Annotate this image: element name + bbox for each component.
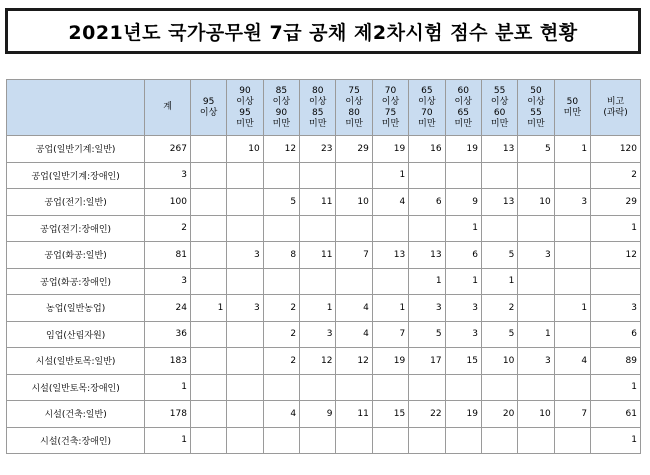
table-row	[7, 321, 641, 348]
header-blank	[7, 80, 145, 136]
row-label: 임업(산림자원)	[7, 321, 145, 348]
table-cell	[554, 242, 590, 269]
total-cell: 1	[145, 427, 191, 454]
row-label: 공업(일반기계:일반)	[7, 136, 145, 163]
table-cell	[554, 268, 590, 295]
column-header-line: 미만	[309, 118, 327, 129]
row-label: 공업(전기:일반)	[7, 189, 145, 216]
table-cell	[481, 374, 517, 401]
table-cell	[300, 215, 336, 242]
table-cell: 17	[409, 348, 445, 375]
table-cell: 3	[445, 295, 481, 322]
table-cell: 13	[372, 242, 408, 269]
table-cell: 10	[518, 401, 554, 428]
column-header-line: 미만	[345, 118, 363, 129]
column-header	[300, 80, 336, 136]
table-cell: 4	[263, 401, 299, 428]
column-header-line: 이상	[454, 96, 472, 107]
table-cell	[190, 215, 226, 242]
column-header-line: 75	[348, 85, 360, 96]
table-cell: 1	[445, 268, 481, 295]
table-cell	[372, 215, 408, 242]
row-label: 공업(일반기계:장애인)	[7, 162, 145, 189]
table-cell	[518, 268, 554, 295]
column-header-line: 60	[493, 107, 506, 118]
table-cell	[481, 162, 517, 189]
table-cell	[300, 162, 336, 189]
table-cell	[554, 162, 590, 189]
table-cell: 3	[227, 242, 263, 269]
column-header-line: 비고	[606, 96, 625, 107]
table-cell: 23	[300, 136, 336, 163]
table-cell: 19	[372, 136, 408, 163]
table-cell	[300, 268, 336, 295]
total-cell: 3	[145, 268, 191, 295]
total-cell: 2	[145, 215, 191, 242]
table-cell: 6	[409, 189, 445, 216]
table-cell: 2	[263, 295, 299, 322]
table-cell	[336, 427, 372, 454]
table-cell	[481, 427, 517, 454]
total-cell: 24	[145, 295, 191, 322]
table-cell: 29	[336, 136, 372, 163]
column-header-line: 85	[312, 107, 324, 118]
column-header	[518, 80, 554, 136]
column-header-line: 이상	[381, 96, 400, 107]
table-cell	[190, 427, 226, 454]
column-header-line: 85	[275, 85, 288, 96]
table-cell: 13	[409, 242, 445, 269]
row-label: 공업(화공:장애인)	[7, 268, 145, 295]
table-cell: 1	[372, 295, 408, 322]
table-cell: 19	[445, 401, 481, 428]
score-distribution-table	[6, 79, 641, 454]
row-label: 시설(일반토목:장애인)	[7, 374, 145, 401]
fail-count-cell: 12	[591, 242, 641, 269]
row-label: 농업(일반농업)	[7, 295, 145, 322]
table-cell	[336, 268, 372, 295]
table-cell	[554, 321, 590, 348]
table-cell	[227, 189, 263, 216]
table-row	[7, 268, 641, 295]
total-cell: 36	[145, 321, 191, 348]
table-row	[7, 295, 641, 322]
table-cell	[372, 427, 408, 454]
column-header-line: 미만	[527, 118, 545, 129]
table-cell: 5	[409, 321, 445, 348]
column-header-line: 95	[202, 96, 215, 107]
table-cell: 3	[518, 348, 554, 375]
table-cell	[409, 215, 445, 242]
table-cell	[190, 162, 226, 189]
table-cell	[445, 162, 481, 189]
table-cell: 19	[445, 136, 481, 163]
table-cell	[227, 321, 263, 348]
column-header	[591, 80, 641, 136]
table-cell: 15	[445, 348, 481, 375]
column-header-line: 70	[421, 107, 433, 118]
fail-count-cell: 1	[591, 374, 641, 401]
table-cell: 2	[481, 295, 517, 322]
column-header-line: 65	[421, 85, 433, 96]
table-cell	[481, 215, 517, 242]
column-header-line: 이상	[236, 96, 254, 107]
column-header-line: 미만	[563, 107, 582, 118]
table-cell	[554, 427, 590, 454]
table-cell: 9	[300, 401, 336, 428]
table-cell	[190, 321, 226, 348]
table-cell: 5	[481, 321, 517, 348]
table-cell	[263, 162, 299, 189]
table-cell: 3	[518, 242, 554, 269]
column-header-line: 55	[493, 85, 506, 96]
fail-count-cell	[591, 268, 641, 295]
table-cell: 8	[263, 242, 299, 269]
column-header-line: 미만	[381, 118, 400, 129]
column-header-line: 65	[457, 107, 469, 118]
row-label: 시설(일반토목:일반)	[7, 348, 145, 375]
table-cell	[445, 427, 481, 454]
row-label: 공업(화공:일반)	[7, 242, 145, 269]
column-header-line: 95	[239, 107, 251, 118]
table-cell: 12	[300, 348, 336, 375]
column-header-line: 미만	[272, 118, 291, 129]
table-cell	[227, 401, 263, 428]
column-header-line: 이상	[199, 107, 218, 118]
table-cell	[518, 295, 554, 322]
table-cell	[190, 374, 226, 401]
fail-count-cell: 1	[591, 215, 641, 242]
total-cell: 100	[145, 189, 191, 216]
fail-count-cell: 3	[591, 295, 641, 322]
total-cell: 178	[145, 401, 191, 428]
table-cell	[190, 136, 226, 163]
column-header-line: 이상	[309, 96, 327, 107]
table-cell: 15	[372, 401, 408, 428]
column-header-line: 60	[457, 85, 469, 96]
table-cell	[372, 268, 408, 295]
row-label: 공업(전기:장애인)	[7, 215, 145, 242]
table-cell: 5	[518, 136, 554, 163]
total-cell: 81	[145, 242, 191, 269]
column-header-line: 50	[566, 96, 579, 107]
table-cell: 4	[554, 348, 590, 375]
table-cell	[300, 427, 336, 454]
table-cell: 1	[190, 295, 226, 322]
table-cell: 1	[554, 136, 590, 163]
table-cell: 4	[336, 321, 372, 348]
table-row	[7, 136, 641, 163]
column-header-line: 이상	[345, 96, 363, 107]
table-cell	[336, 374, 372, 401]
table-cell: 3	[445, 321, 481, 348]
table-cell: 7	[554, 401, 590, 428]
table-row	[7, 242, 641, 269]
fail-count-cell: 2	[591, 162, 641, 189]
column-header-line: 70	[384, 85, 397, 96]
table-cell: 1	[372, 162, 408, 189]
column-header	[336, 80, 372, 136]
table-cell	[227, 268, 263, 295]
column-header-line: 계	[163, 102, 172, 112]
table-cell: 22	[409, 401, 445, 428]
fail-count-cell: 1	[591, 427, 641, 454]
table-row	[7, 427, 641, 454]
table-cell: 12	[336, 348, 372, 375]
table-cell: 20	[481, 401, 517, 428]
table-cell: 1	[518, 321, 554, 348]
table-row	[7, 401, 641, 428]
table-cell: 1	[409, 268, 445, 295]
table-cell	[518, 427, 554, 454]
table-cell: 3	[300, 321, 336, 348]
table-row	[7, 189, 641, 216]
column-header-line: 55	[530, 107, 542, 118]
column-header-line: 이상	[527, 96, 545, 107]
column-header	[190, 80, 226, 136]
table-cell	[263, 427, 299, 454]
column-header-line: 미만	[490, 118, 509, 129]
table-cell	[190, 189, 226, 216]
table-cell	[518, 215, 554, 242]
table-cell: 3	[227, 295, 263, 322]
column-header	[263, 80, 299, 136]
table-cell	[336, 215, 372, 242]
table-cell: 1	[445, 215, 481, 242]
table-cell: 9	[445, 189, 481, 216]
table-cell: 11	[300, 242, 336, 269]
total-cell: 3	[145, 162, 191, 189]
column-header-line: 이상	[490, 96, 509, 107]
column-header-line: 미만	[454, 118, 472, 129]
table-cell: 16	[409, 136, 445, 163]
table-cell	[554, 215, 590, 242]
table-cell: 7	[372, 321, 408, 348]
table-cell: 4	[336, 295, 372, 322]
table-cell: 3	[554, 189, 590, 216]
fail-count-cell: 6	[591, 321, 641, 348]
table-cell	[518, 374, 554, 401]
table-row	[7, 374, 641, 401]
table-cell: 10	[336, 189, 372, 216]
table-cell	[445, 374, 481, 401]
fail-count-cell: 29	[591, 189, 641, 216]
table-cell: 13	[481, 136, 517, 163]
table-cell	[409, 374, 445, 401]
table-cell	[227, 215, 263, 242]
column-header-line: 80	[348, 107, 360, 118]
table-cell: 11	[300, 189, 336, 216]
column-header	[227, 80, 263, 136]
column-header	[409, 80, 445, 136]
column-header-line: 이상	[272, 96, 291, 107]
table-cell	[263, 268, 299, 295]
column-header-line: 미만	[236, 118, 254, 129]
total-cell: 183	[145, 348, 191, 375]
table-cell	[190, 348, 226, 375]
table-cell	[227, 348, 263, 375]
page-title: 2021년도 국가공무원 7급 공채 제2차시험 점수 분포 현황	[5, 8, 641, 54]
table-cell: 1	[554, 295, 590, 322]
table-header-row	[7, 80, 641, 136]
column-header	[145, 80, 191, 136]
fail-count-cell: 120	[591, 136, 641, 163]
column-header	[372, 80, 408, 136]
table-cell	[263, 374, 299, 401]
column-header-line: 90	[239, 85, 251, 96]
table-cell: 1	[300, 295, 336, 322]
column-header	[445, 80, 481, 136]
table-row	[7, 162, 641, 189]
table-cell	[227, 374, 263, 401]
table-cell: 5	[481, 242, 517, 269]
table-cell: 10	[227, 136, 263, 163]
table-cell: 4	[372, 189, 408, 216]
total-cell: 1	[145, 374, 191, 401]
table-cell: 11	[336, 401, 372, 428]
table-row	[7, 215, 641, 242]
table-cell: 6	[445, 242, 481, 269]
table-cell	[227, 427, 263, 454]
table-cell	[409, 162, 445, 189]
column-header	[481, 80, 517, 136]
table-cell	[190, 242, 226, 269]
table-cell	[227, 162, 263, 189]
table-cell: 2	[263, 348, 299, 375]
table-cell: 1	[481, 268, 517, 295]
table-row	[7, 348, 641, 375]
fail-count-cell: 61	[591, 401, 641, 428]
column-header	[554, 80, 590, 136]
table-cell: 12	[263, 136, 299, 163]
column-header-line: 90	[275, 107, 288, 118]
table-cell: 19	[372, 348, 408, 375]
table-cell	[263, 215, 299, 242]
column-header-line: 이상	[418, 96, 436, 107]
table-cell	[554, 374, 590, 401]
fail-count-cell: 89	[591, 348, 641, 375]
table-cell	[190, 401, 226, 428]
table-cell	[336, 162, 372, 189]
table-cell: 10	[518, 189, 554, 216]
column-header-line: 미만	[418, 118, 436, 129]
table-cell: 10	[481, 348, 517, 375]
row-label: 시설(건축:장애인)	[7, 427, 145, 454]
table-cell	[190, 268, 226, 295]
table-cell	[409, 427, 445, 454]
table-cell: 3	[409, 295, 445, 322]
table-cell: 13	[481, 189, 517, 216]
total-cell: 267	[145, 136, 191, 163]
table-cell: 7	[336, 242, 372, 269]
column-header-line: 50	[530, 85, 542, 96]
column-header-line: (과락)	[603, 107, 628, 118]
table-cell: 5	[263, 189, 299, 216]
table-cell: 2	[263, 321, 299, 348]
table-cell	[300, 374, 336, 401]
column-header-line: 75	[384, 107, 397, 118]
column-header-line: 80	[312, 85, 324, 96]
table-cell	[372, 374, 408, 401]
table-cell	[518, 162, 554, 189]
row-label: 시설(건축:일반)	[7, 401, 145, 428]
